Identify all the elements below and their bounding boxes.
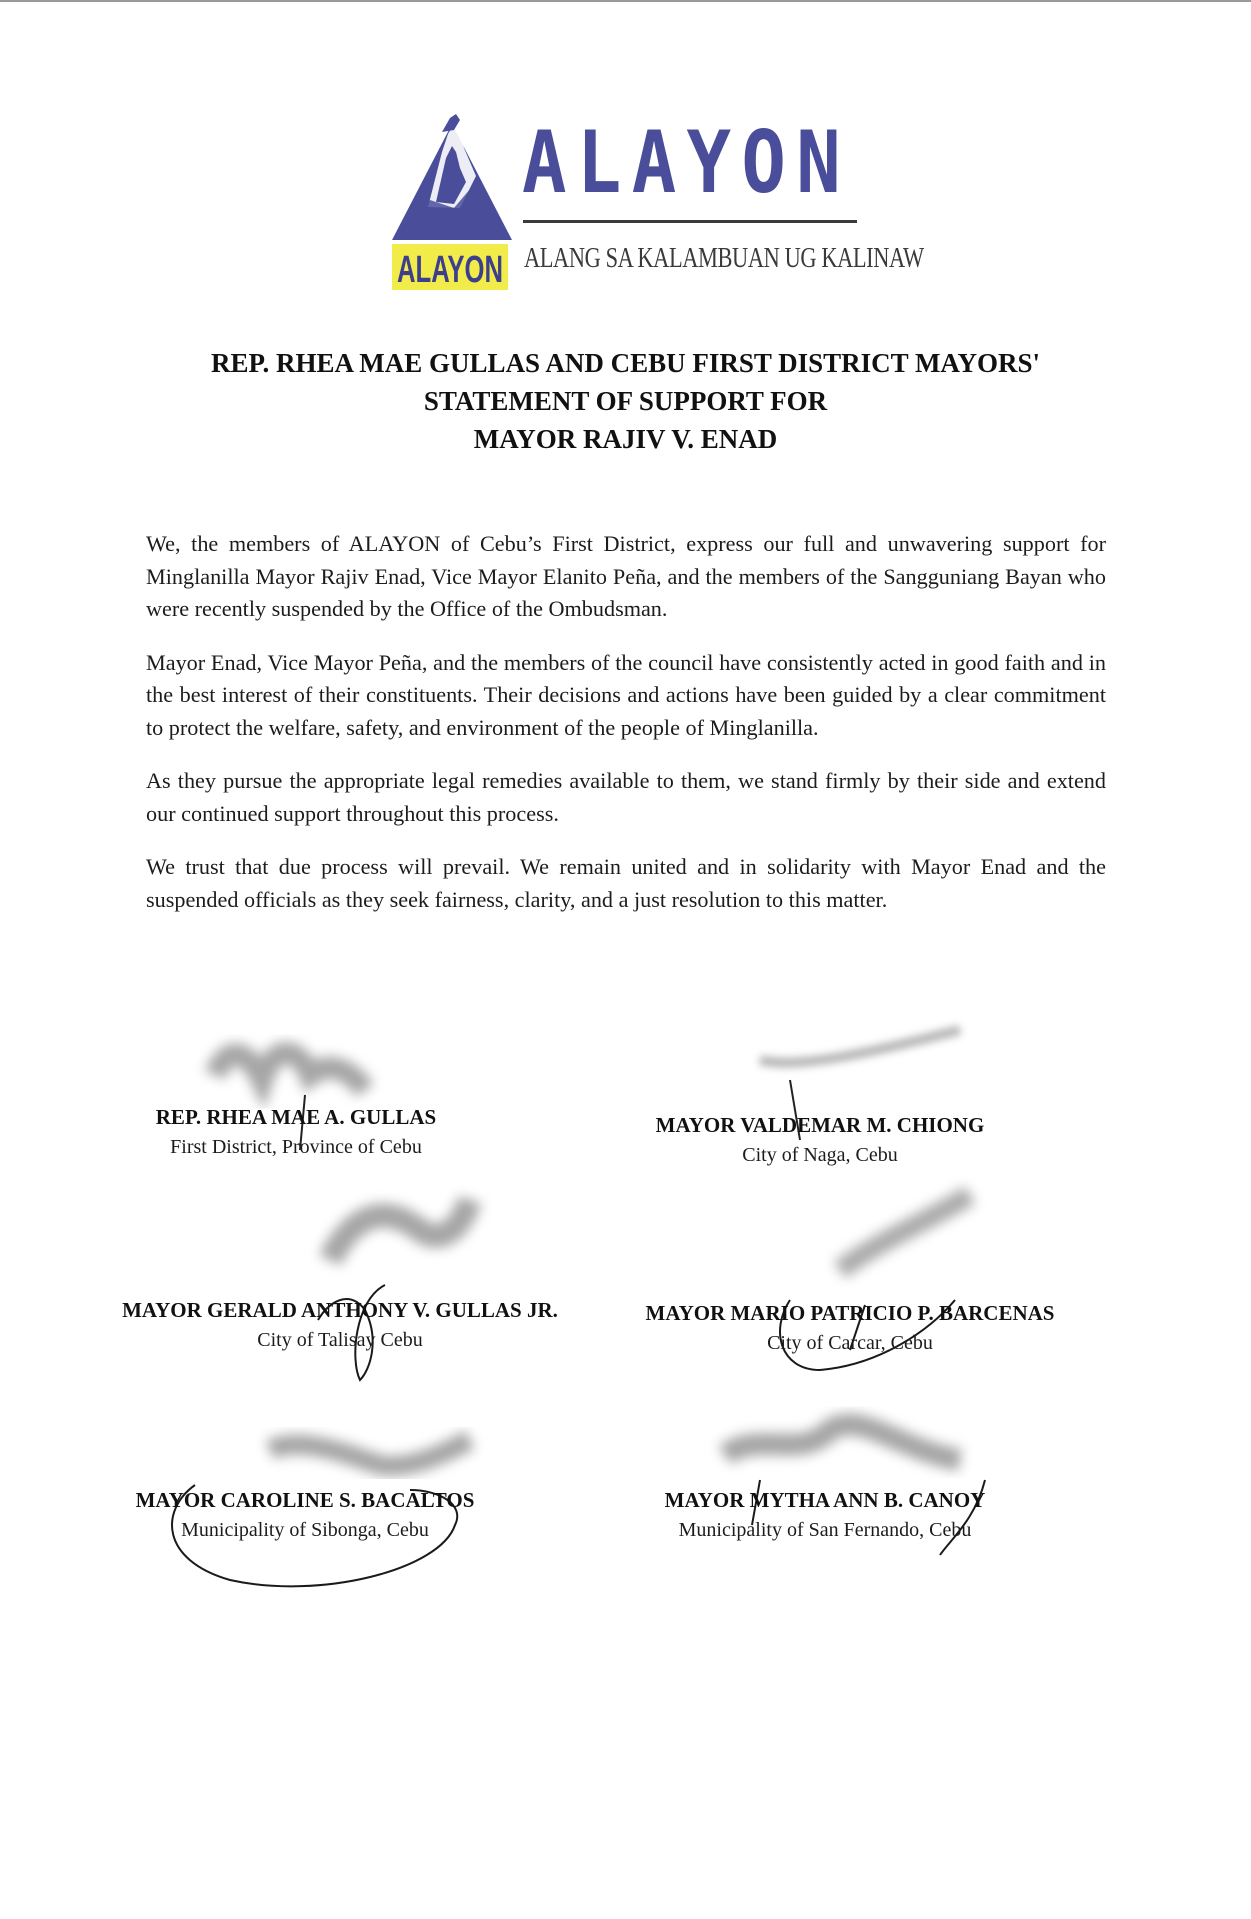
signatory-office: Municipality of Sibonga, Cebu (181, 1519, 429, 1541)
logo-tagline: ALANG SA KALAMBUAN UG KALINAW (524, 243, 924, 274)
signatory-block-4 (625, 1298, 1075, 1358)
signatory-block-6 (640, 1485, 1010, 1545)
logo-wordmark: ALAYON (522, 113, 852, 213)
top-border-line (0, 0, 1251, 2)
signatory-name: REP. RHEA MAE A. GULLAS (155, 1105, 437, 1129)
signatory-block-1 (146, 1102, 446, 1162)
signatory-name: MAYOR MARIO PATRICIO P. BARCENAS (645, 1301, 1055, 1325)
signatory-office: First District, Province of Cebu (170, 1136, 422, 1158)
title-line-3: MAYOR RAJIV V. ENAD (473, 424, 778, 454)
signatory-office: Municipality of San Fernando, Cebu (678, 1519, 972, 1541)
title-line-1: REP. RHEA MAE GULLAS AND CEBU FIRST DISTRICT MAYORS' (211, 348, 1040, 378)
logo-badge-text: ALAYON (397, 249, 503, 291)
clasped-hands-triangle-icon (390, 112, 515, 292)
signatory-name: MAYOR CAROLINE S. BACALTOS (135, 1488, 475, 1512)
signatory-office: City of Carcar, Cebu (767, 1332, 933, 1354)
statement-body (146, 528, 1106, 937)
paragraph-4: We trust that due process will prevail. We remain united and in solidarity with Mayor Enad and the suspended officials as they seek fairness, clarity, and a just resolution to this matter. (146, 854, 1106, 912)
signatory-office: City of Naga, Cebu (742, 1144, 898, 1166)
alayon-logo (390, 112, 924, 292)
signatory-name: MAYOR MYTHA ANN B. CANOY (664, 1488, 986, 1512)
signatory-name: MAYOR GERALD ANTHONY V. GULLAS JR. (122, 1298, 558, 1322)
title-line-2: STATEMENT OF SUPPORT FOR (423, 386, 828, 416)
statement-title (0, 344, 1251, 458)
logo-divider (523, 220, 857, 223)
paragraph-1: We, the members of ALAYON of Cebu’s First District, express our full and unwavering support for Minglanilla Mayor Rajiv Enad, Vice Mayor Elanito Peña, and the members of the Sangguniang Bayan who were recently suspended by the Office of the Ombudsman. (146, 531, 1106, 621)
paragraph-2: Mayor Enad, Vice Mayor Peña, and the members of the council have consistently acted in good faith and in the best interest of their constituents. Their decisions and actions have been guided by a clear commitment to protect the welfare, safety, and environment of the people of Minglanilla. (146, 649, 1106, 740)
signatory-office: City of Talisay Cebu (257, 1329, 423, 1351)
signatory-block-3 (100, 1295, 580, 1355)
paragraph-3: As they pursue the appropriate legal remedies available to them, we stand firmly by their side and extend our continued support throughout this process. (146, 768, 1106, 826)
signatory-name: MAYOR VALDEMAR M. CHIONG (655, 1113, 985, 1137)
signatory-block-5 (115, 1485, 495, 1545)
signatory-block-2 (650, 1110, 990, 1170)
